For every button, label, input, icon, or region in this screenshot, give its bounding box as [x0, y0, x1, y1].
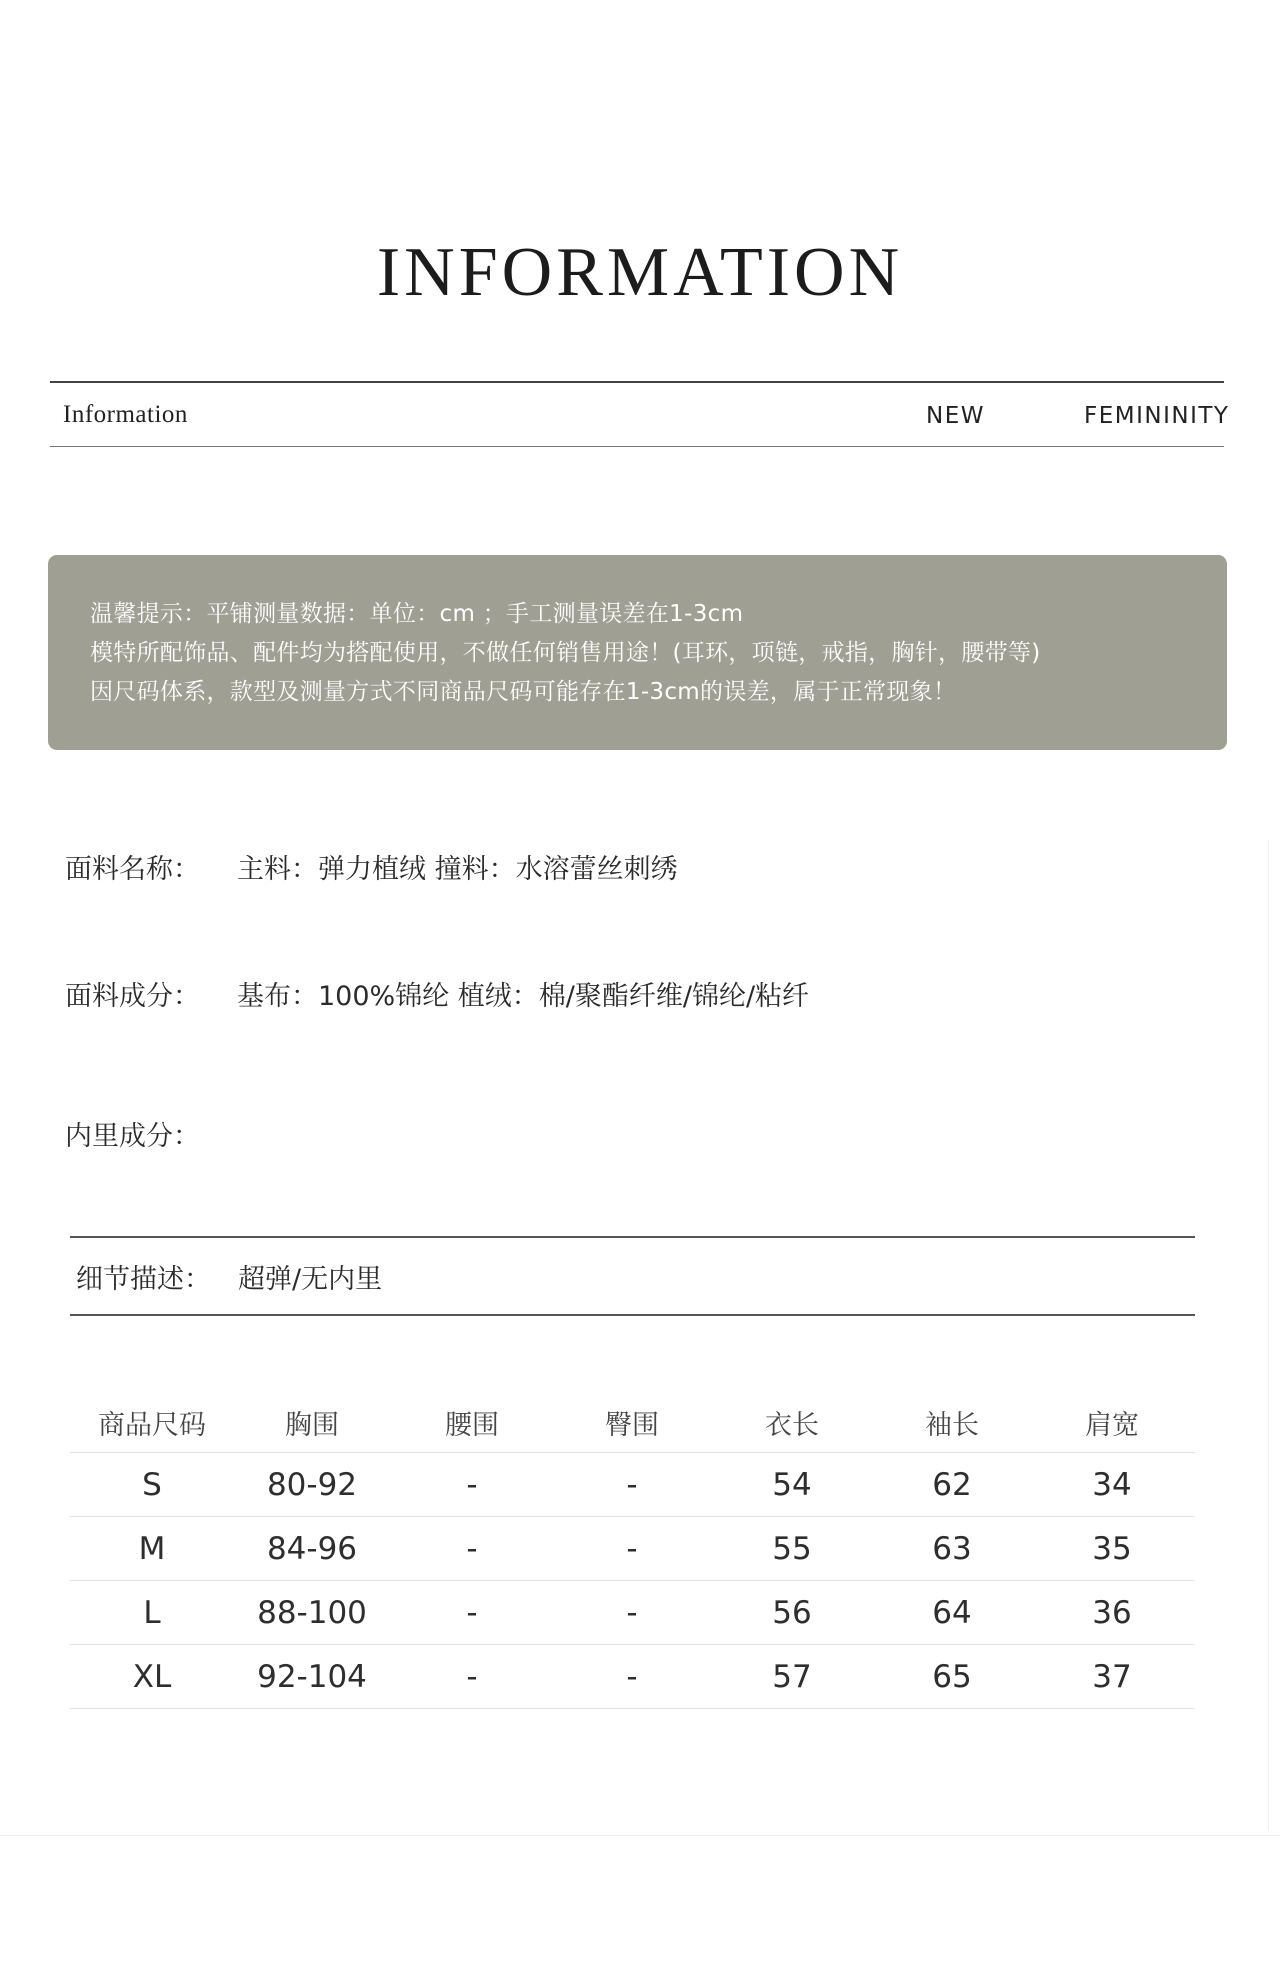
- cell-hip: -: [626, 1594, 638, 1631]
- notice-line-accessories: 模特所配饰品、配件均为搭配使用，不做任何销售用途！(耳环，项链，戒指，胸针，腰带等): [90, 640, 1041, 666]
- cell-size: XL: [132, 1658, 172, 1695]
- header-length: 衣长: [765, 1409, 819, 1441]
- header-hip: 臀围: [605, 1409, 659, 1441]
- bottom-divider: [0, 1835, 1280, 1836]
- info-banner: [50, 381, 1230, 447]
- cell-length: 55: [772, 1530, 812, 1567]
- size-row-m: [70, 1517, 1195, 1581]
- banner-femininity-label: FEMININITY: [1084, 403, 1230, 429]
- size-chart: [70, 1392, 1195, 1709]
- cell-shoulder: 35: [1092, 1530, 1132, 1567]
- cell-sleeve: 62: [932, 1466, 972, 1503]
- banner-info-label: Information: [63, 401, 188, 428]
- spec-value: 主料：弹力植绒 撞料：水溶蕾丝刺绣: [237, 854, 678, 885]
- cell-hip: -: [626, 1658, 638, 1695]
- header-size: 商品尺码: [98, 1409, 206, 1441]
- cell-sleeve: 64: [932, 1594, 972, 1631]
- banner-top-divider: [50, 381, 1224, 383]
- cell-size: L: [143, 1594, 161, 1631]
- cell-shoulder: 34: [1092, 1466, 1132, 1503]
- banner-new-label: NEW: [926, 403, 985, 429]
- cell-size: S: [142, 1466, 162, 1503]
- cell-shoulder: 36: [1092, 1594, 1132, 1631]
- size-chart-header-row: [70, 1392, 1195, 1453]
- cell-hip: -: [626, 1466, 638, 1503]
- spec-label: 内里成分：: [65, 1121, 200, 1152]
- notice-line-size-variance: 因尺码体系，款型及测量方式不同商品尺码可能存在1-3cm的误差，属于正常现象！: [90, 679, 957, 705]
- cell-length: 56: [772, 1594, 812, 1631]
- cell-waist: -: [466, 1530, 478, 1567]
- banner-bottom-divider: [50, 446, 1224, 448]
- size-row-xl: [70, 1645, 1195, 1709]
- size-row-s: [70, 1453, 1195, 1517]
- cell-waist: -: [466, 1594, 478, 1631]
- header-sleeve: 袖长: [925, 1409, 979, 1441]
- detail-top-divider: [70, 1236, 1195, 1238]
- size-row-l: [70, 1581, 1195, 1645]
- cell-length: 57: [772, 1658, 812, 1695]
- page-title: INFORMATION: [376, 234, 904, 311]
- cell-bust: 80-92: [266, 1466, 358, 1503]
- cell-waist: -: [466, 1466, 478, 1503]
- measurement-notice: [48, 555, 1227, 750]
- spec-label: 面料成分：: [65, 981, 200, 1012]
- spec-label: 面料名称：: [65, 854, 200, 885]
- header-waist: 腰围: [445, 1409, 499, 1441]
- cell-waist: -: [466, 1658, 478, 1695]
- cell-sleeve: 65: [932, 1658, 972, 1695]
- cell-sleeve: 63: [932, 1530, 972, 1567]
- cell-shoulder: 37: [1092, 1658, 1132, 1695]
- header-bust: 胸围: [285, 1409, 339, 1441]
- notice-line-units: 温馨提示：平铺测量数据：单位：cm ；手工测量误差在1-3cm: [90, 601, 744, 627]
- cell-length: 54: [772, 1466, 812, 1503]
- header-shoulder: 肩宽: [1085, 1409, 1139, 1441]
- right-edge-divider: [1268, 840, 1269, 1830]
- detail-bottom-divider: [70, 1314, 1195, 1316]
- spec-value: 超弹/无内里: [238, 1264, 383, 1295]
- cell-size: M: [138, 1530, 166, 1567]
- cell-bust: 92-104: [257, 1658, 367, 1695]
- cell-bust: 84-96: [266, 1530, 358, 1567]
- cell-bust: 88-100: [257, 1594, 367, 1631]
- spec-label: 细节描述：: [76, 1264, 211, 1295]
- spec-value: 基布：100%锦纶 植绒：棉/聚酯纤维/锦纶/粘纤: [237, 981, 810, 1012]
- cell-hip: -: [626, 1530, 638, 1567]
